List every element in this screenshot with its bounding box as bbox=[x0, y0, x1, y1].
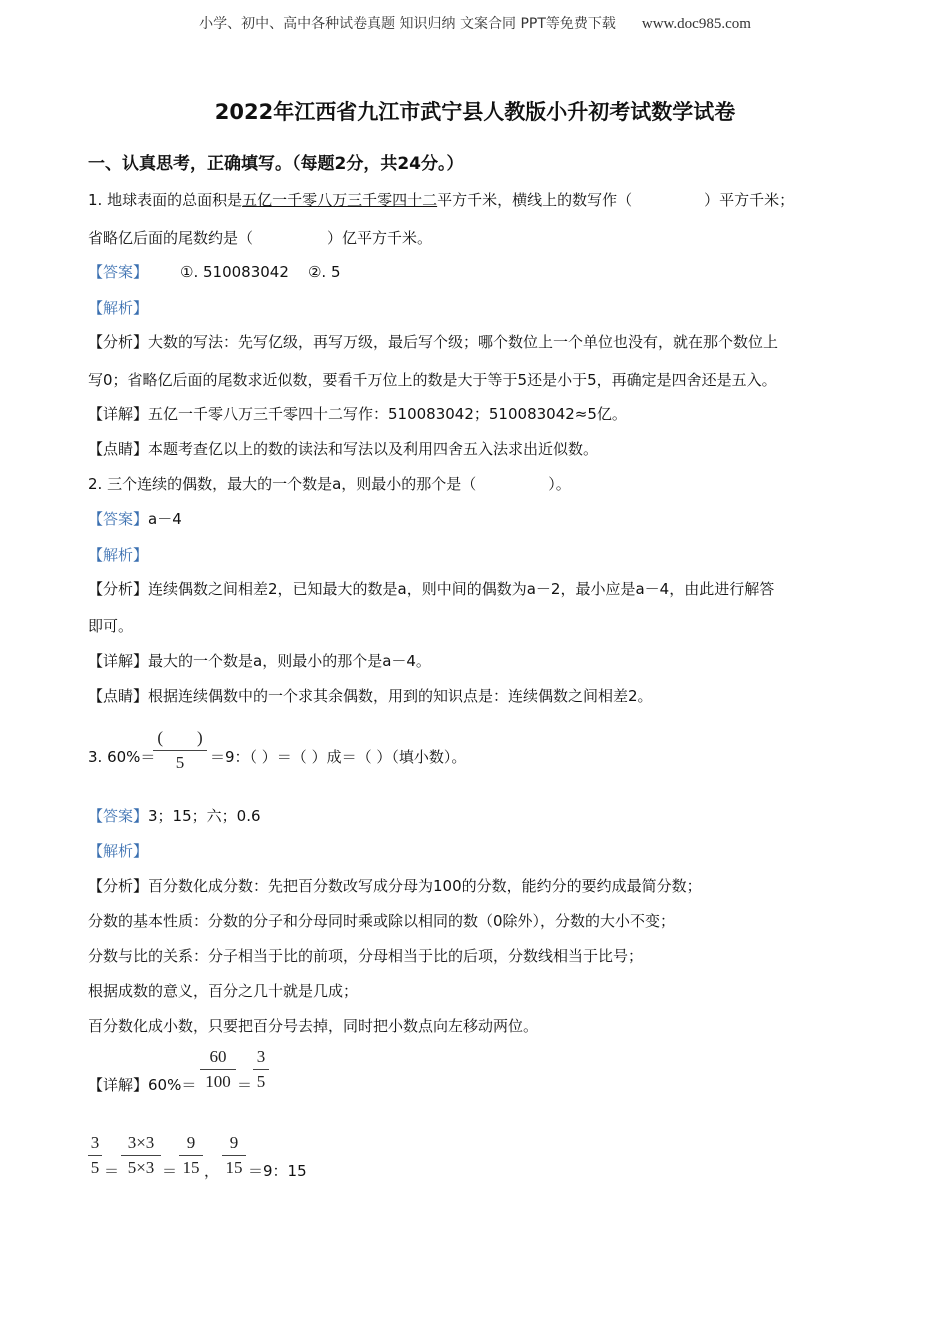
frac-num: 9 bbox=[229, 1133, 239, 1152]
q2-question bbox=[88, 474, 878, 494]
q1-end: ）平方千米； bbox=[704, 191, 795, 209]
q3-answer-value: 3；15；六；0.6 bbox=[148, 807, 261, 825]
frac-den: 5 bbox=[90, 1158, 100, 1177]
q1-fenxi-2: 写0；省略亿后面的尾数求近似数，要看千万位上的数是大于等于5还是小于5，再确定是四舍还是五入。 bbox=[88, 371, 777, 389]
q3-fraction bbox=[153, 728, 207, 773]
page-title: 2022年江西省九江市武宁县人教版小升初考试数学试卷 bbox=[214, 100, 736, 124]
q2-xiangjie: 【详解】最大的一个数是a，则最小的那个是a－4。 bbox=[88, 652, 431, 670]
q2-answer-label: 【答案】 bbox=[88, 510, 149, 528]
q1-dianjing: 【点睛】本题考查亿以上的数的读法和写法以及利用四舍五入法求出近似数。 bbox=[88, 440, 599, 458]
frac-num: 3 bbox=[90, 1133, 100, 1152]
frac-num: 9 bbox=[186, 1133, 196, 1152]
q3-answer bbox=[88, 806, 878, 826]
q1-line2 bbox=[88, 228, 878, 248]
frac-den: 100 bbox=[205, 1072, 231, 1091]
frac-den: 15 bbox=[225, 1158, 243, 1177]
frac-num: 3×3 bbox=[127, 1133, 155, 1152]
page-header bbox=[0, 13, 950, 33]
q3-suffix: ＝9：（ ）＝（ ）成＝（ ）（填小数）。 bbox=[210, 748, 467, 766]
q1-mid: 平方千米，横线上的数写作（ bbox=[437, 191, 633, 209]
q2-prefix: 2. 三个连续的偶数，最大的一个数是a，则最小的那个是（ bbox=[88, 475, 477, 493]
q1-line2-prefix: 省略亿后面的尾数约是（ bbox=[88, 229, 254, 247]
q1-line1 bbox=[88, 190, 878, 210]
q2-dianjing: 【点睛】根据连续偶数中的一个求其余偶数，用到的知识点是：连续偶数之间相差2。 bbox=[88, 687, 653, 705]
frac-den: 5×3 bbox=[127, 1158, 155, 1177]
q2-end: ）。 bbox=[548, 475, 571, 493]
q2-answer-value: a－4 bbox=[148, 510, 182, 528]
q1-prefix: 1. 地球表面的总面积是 bbox=[88, 191, 243, 209]
q1-underlined-number: 五亿一千零八万三千零四十二 bbox=[242, 191, 438, 209]
header-url[interactable]: www.doc985.com bbox=[641, 16, 751, 32]
q3-xiangjie-label: 【详解】60%＝ bbox=[88, 1076, 197, 1094]
equals-sign: ＝ bbox=[162, 1162, 178, 1180]
q3-prefix: 3. 60%＝ bbox=[88, 748, 156, 766]
frac-den: 15 bbox=[182, 1158, 200, 1177]
q2-fenxi-1: 【分析】连续偶数之间相差2，已知最大的数是a，则中间的偶数为a－2，最小应是a－4，由此进行解答 bbox=[88, 580, 775, 598]
q3-answer-label: 【答案】 bbox=[88, 807, 149, 825]
q1-analysis-label: 【解析】 bbox=[88, 299, 149, 317]
frac-den: 5 bbox=[256, 1072, 266, 1091]
q1-answer-value: ①. 510083042 ②. 5 bbox=[180, 263, 341, 281]
section-heading: 一、认真思考，正确填写。（每题2分，共24分。） bbox=[88, 154, 464, 174]
q1-answer bbox=[88, 262, 878, 282]
q2-fenxi-2: 即可。 bbox=[88, 617, 134, 635]
equals-sign: ＝ bbox=[104, 1162, 120, 1180]
q2-analysis-label: 【解析】 bbox=[88, 546, 149, 564]
comma: ， bbox=[204, 1162, 220, 1180]
q3-frac-num: ( ) bbox=[157, 728, 203, 747]
q3-x-frac-1 bbox=[200, 1047, 236, 1092]
q3-fenxi-3: 分数与比的关系：分子相当于比的前项，分母相当于比的后项，分数线相当于比号； bbox=[88, 947, 644, 965]
equals-sign: ＝ bbox=[237, 1076, 253, 1094]
frac-num: 3 bbox=[256, 1047, 266, 1066]
q3-fenxi-1: 【分析】百分数化成分数：先把百分数改写成分母为100的分数，能约分的要约成最简分数； bbox=[88, 877, 702, 895]
q3-fenxi-4: 根据成数的意义，百分之几十就是几成； bbox=[88, 982, 359, 1000]
header-text: 小学、初中、高中各种试卷真题 知识归纳 文案合同 PPT等免费下载 bbox=[199, 16, 616, 32]
q1-fenxi-1: 【分析】大数的写法：先写亿级，再写万级，最后写个级；哪个数位上一个单位也没有，就在那个数位上 bbox=[88, 333, 779, 351]
q3-r-frac-1 bbox=[88, 1133, 102, 1178]
q3-frac-den: 5 bbox=[175, 753, 185, 772]
q1-xiangjie: 【详解】五亿一千零八万三千零四十二写作：510083042；510083042≈5亿。 bbox=[88, 405, 627, 423]
q3-r-frac-2 bbox=[121, 1133, 161, 1178]
q3-analysis-label: 【解析】 bbox=[88, 842, 149, 860]
q3-r-frac-3 bbox=[179, 1133, 203, 1178]
q3-x-frac-2 bbox=[253, 1047, 269, 1092]
q3-r-frac-4 bbox=[222, 1133, 246, 1178]
q1-line2-end: ）亿平方千米。 bbox=[327, 229, 433, 247]
q2-answer bbox=[88, 509, 878, 529]
q3-fenxi-5: 百分数化成小数，只要把百分号去掉，同时把小数点向左移动两位。 bbox=[88, 1017, 539, 1035]
frac-num: 60 bbox=[209, 1047, 227, 1066]
q3-fenxi-2: 分数的基本性质：分数的分子和分母同时乘或除以相同的数（0除外），分数的大小不变； bbox=[88, 912, 676, 930]
q1-answer-label: 【答案】 bbox=[88, 263, 149, 281]
q3-ratio: ＝9：15 bbox=[248, 1162, 307, 1180]
